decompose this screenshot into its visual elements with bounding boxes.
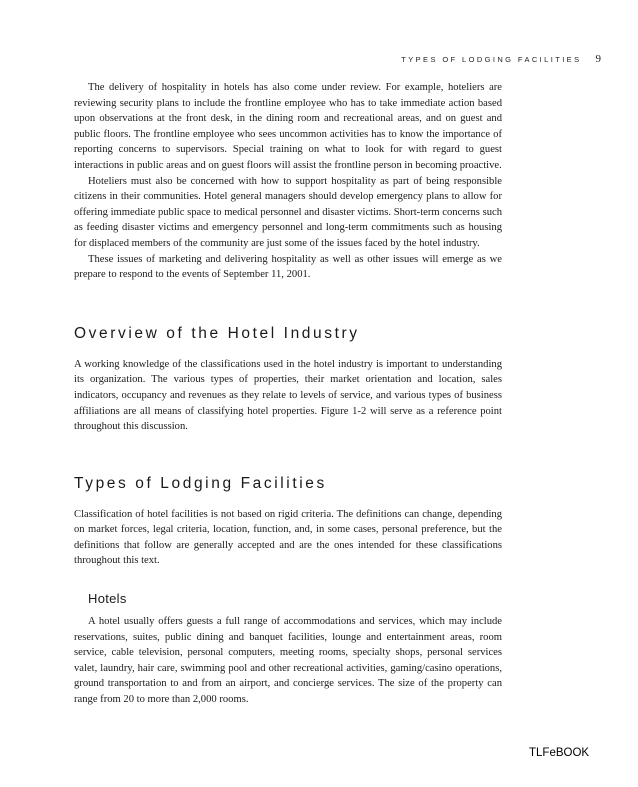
overview-paragraph: A working knowledge of the classifications used in the hotel industry is important to understanding its organization. The various types of properties, their market orientation and location, sales indicators, occupancy and revenues as they relate to levels of service, and various types of business affiliations are all means of classifying hotel properties. Figure 1-2 will serve as a reference point throughout this discussion. — [74, 358, 502, 433]
types-heading: Types of Lodging Facilities — [74, 474, 327, 492]
page-number: 9 — [595, 53, 601, 65]
running-head — [0, 53, 601, 65]
page-body — [74, 80, 502, 708]
intro-paragraph-2: Hoteliers must also be concerned with how to support hospitality as part of being responsible citizens in their communities. Hotel general managers should develop emergency plans to allow for offering immediate public space to medical personnel and disaster victims. Short-term concerns such as feeding disaster victims and emergency personnel and long-term commitments such as housing for displaced members of the community are just some of the issues faced by the hotel industry. — [74, 175, 502, 249]
intro-paragraph-3: These issues of marketing and delivering hospitality as well as other issues will emerge as we prepare to respond to the events of September 11, 2001. — [74, 253, 502, 281]
footer-mark: TLFeBOOK — [529, 747, 590, 759]
intro-paragraph-1: The delivery of hospitality in hotels has also come under review. For example, hoteliers are reviewing security plans to include the frontline employee who has to take immediate action based upon observations at the front desk, in the dining room and recreational areas, and on guest and public floors. The frontline employee who sees uncommon activities has to know the importance of reporting concerns to supervisors. Special training on what to look for with regard to guest interactions in public areas and on guest floors will assist the frontline person in becoming proactive. — [74, 82, 502, 171]
running-title: TYPES OF LODGING FACILITIES — [401, 55, 582, 64]
types-paragraph: Classification of hotel facilities is not based on rigid criteria. The definitions can change, depending on market forces, legal criteria, location, function, and, in some cases, personal preference, but the definitions that follow are generally accepted and are the ones intended for these classifications throughout this text. — [74, 508, 502, 567]
hotels-paragraph: A hotel usually offers guests a full range of accommodations and services, which may include reservations, suites, public dining and banquet facilities, lounge and entertainment areas, room service, cable television, personal computers, meeting rooms, specialty shops, personal services valet, laundry, hair care, swimming pool and other recreational activities, gaming/casino operations, ground transportation to and from an airport, and concierge services. The size of the property can range from 20 to more than 2,000 rooms. — [74, 616, 502, 706]
hotels-subheading: Hotels — [88, 591, 127, 607]
overview-heading: Overview of the Hotel Industry — [74, 324, 360, 342]
